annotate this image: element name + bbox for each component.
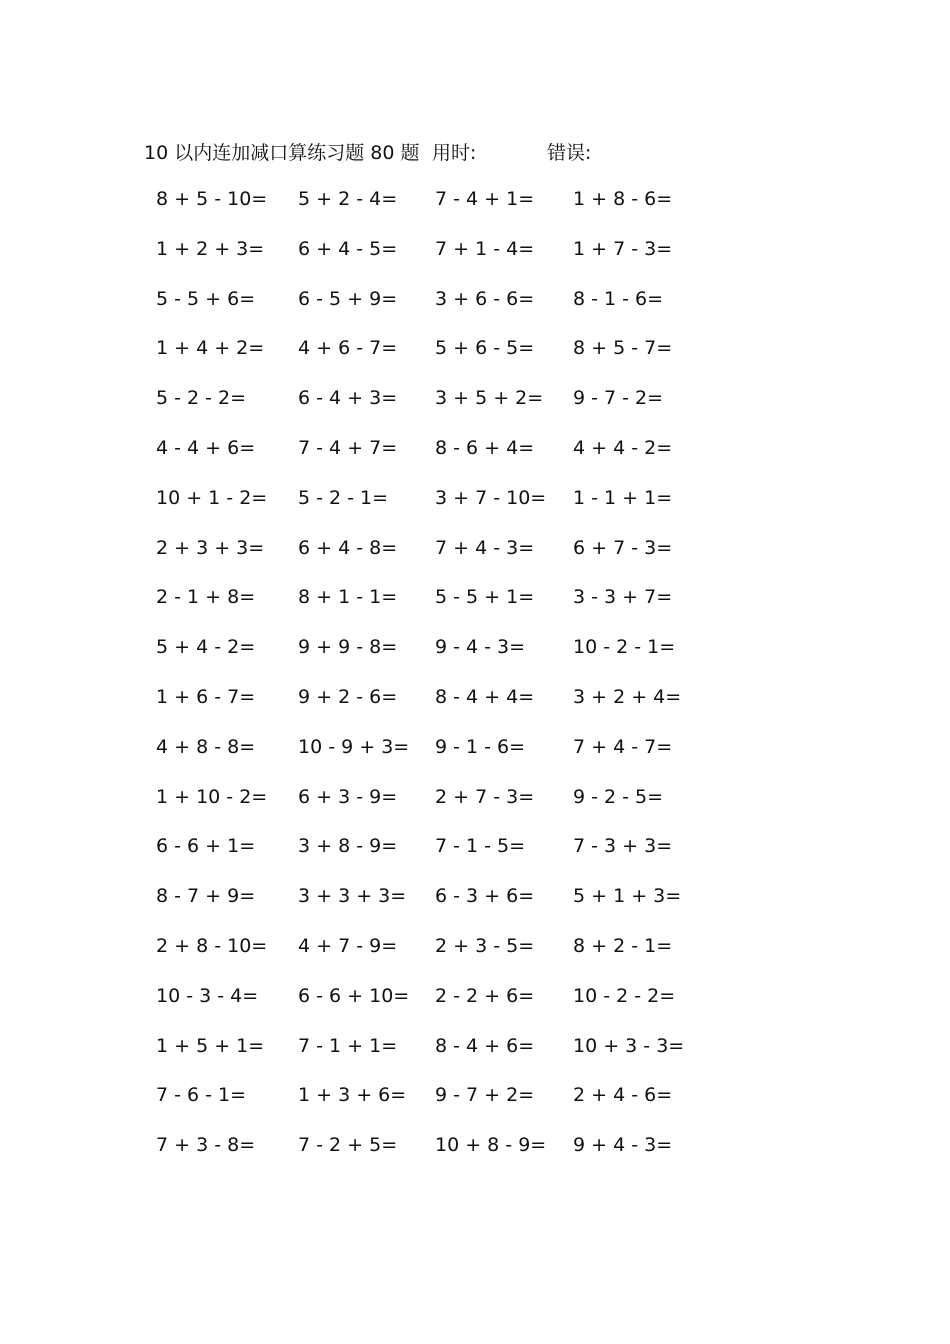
math-problem: 5 + 6 - 5= — [435, 337, 535, 359]
math-problem: 8 - 6 + 4= — [435, 437, 535, 459]
math-problem: 7 - 4 + 1= — [435, 188, 535, 210]
math-problem: 7 - 3 + 3= — [573, 835, 673, 857]
error-label: 错误: — [547, 142, 592, 164]
math-problem: 4 + 8 - 8= — [156, 736, 256, 758]
math-problem: 6 + 3 - 9= — [298, 786, 398, 808]
math-problem: 3 - 3 + 7= — [573, 586, 673, 608]
math-problem: 6 + 4 - 5= — [298, 238, 398, 260]
math-problem: 3 + 3 + 3= — [298, 885, 407, 907]
math-problem: 8 + 1 - 1= — [298, 586, 398, 608]
math-problem: 8 - 1 - 6= — [573, 288, 664, 310]
math-problem: 9 - 7 - 2= — [573, 387, 664, 409]
math-problem: 9 + 4 - 3= — [573, 1134, 673, 1156]
math-problem: 4 + 6 - 7= — [298, 337, 398, 359]
math-problem: 8 - 4 + 6= — [435, 1035, 535, 1057]
math-problem: 5 + 2 - 4= — [298, 188, 398, 210]
math-problem: 10 - 2 - 2= — [573, 985, 676, 1007]
math-problem: 5 - 2 - 2= — [156, 387, 247, 409]
math-problem: 9 - 4 - 3= — [435, 636, 526, 658]
math-problem: 5 + 4 - 2= — [156, 636, 256, 658]
math-problem: 4 - 4 + 6= — [156, 437, 256, 459]
math-problem: 2 + 3 + 3= — [156, 537, 265, 559]
math-problem: 1 + 5 + 1= — [156, 1035, 265, 1057]
math-problem: 6 - 3 + 6= — [435, 885, 535, 907]
math-problem: 7 + 1 - 4= — [435, 238, 535, 260]
math-problem: 8 + 5 - 7= — [573, 337, 673, 359]
math-problem: 9 - 1 - 6= — [435, 736, 526, 758]
math-problem: 5 - 5 + 1= — [435, 586, 535, 608]
math-problem: 7 - 1 + 1= — [298, 1035, 398, 1057]
math-problem: 1 + 7 - 3= — [573, 238, 673, 260]
math-problem: 1 + 6 - 7= — [156, 686, 256, 708]
math-problem: 6 - 6 + 1= — [156, 835, 256, 857]
math-problem: 3 + 5 + 2= — [435, 387, 544, 409]
math-problem: 10 - 3 - 4= — [156, 985, 259, 1007]
math-problem: 6 - 6 + 10= — [298, 985, 410, 1007]
time-label: 用时: — [432, 142, 477, 164]
math-problem: 5 - 5 + 6= — [156, 288, 256, 310]
math-problem: 1 + 10 - 2= — [156, 786, 268, 808]
math-problem: 10 + 1 - 2= — [156, 487, 268, 509]
math-problem: 6 + 7 - 3= — [573, 537, 673, 559]
math-problem: 1 + 8 - 6= — [573, 188, 673, 210]
math-problem: 8 - 4 + 4= — [435, 686, 535, 708]
math-problem: 3 + 7 - 10= — [435, 487, 547, 509]
math-problem: 3 + 8 - 9= — [298, 835, 398, 857]
math-problem: 2 + 7 - 3= — [435, 786, 535, 808]
math-problem: 7 - 1 - 5= — [435, 835, 526, 857]
math-problem: 7 - 6 - 1= — [156, 1084, 247, 1106]
math-problem: 5 - 2 - 1= — [298, 487, 389, 509]
math-problem: 10 + 8 - 9= — [435, 1134, 547, 1156]
math-problem: 7 - 4 + 7= — [298, 437, 398, 459]
math-problem: 6 + 4 - 8= — [298, 537, 398, 559]
math-problem: 7 + 4 - 3= — [435, 537, 535, 559]
math-problem: 2 + 4 - 6= — [573, 1084, 673, 1106]
math-problem: 3 + 2 + 4= — [573, 686, 682, 708]
math-problem: 6 - 5 + 9= — [298, 288, 398, 310]
math-problem: 2 + 3 - 5= — [435, 935, 535, 957]
math-problem: 9 - 2 - 5= — [573, 786, 664, 808]
math-problem: 8 - 7 + 9= — [156, 885, 256, 907]
math-problem: 1 + 3 + 6= — [298, 1084, 407, 1106]
math-problem: 4 + 7 - 9= — [298, 935, 398, 957]
math-problem: 9 + 9 - 8= — [298, 636, 398, 658]
math-problem: 7 - 2 + 5= — [298, 1134, 398, 1156]
math-problem: 2 - 1 + 8= — [156, 586, 256, 608]
math-problem: 8 + 5 - 10= — [156, 188, 268, 210]
math-problem: 10 - 2 - 1= — [573, 636, 676, 658]
math-problem: 2 + 8 - 10= — [156, 935, 268, 957]
math-problem: 7 + 3 - 8= — [156, 1134, 256, 1156]
math-problem: 8 + 2 - 1= — [573, 935, 673, 957]
math-problem: 5 + 1 + 3= — [573, 885, 682, 907]
worksheet-title: 10 以内连加减口算练习题 80 题 — [144, 142, 420, 164]
math-problem: 3 + 6 - 6= — [435, 288, 535, 310]
math-problem: 10 - 9 + 3= — [298, 736, 410, 758]
math-problem: 6 - 4 + 3= — [298, 387, 398, 409]
math-problem: 9 + 2 - 6= — [298, 686, 398, 708]
math-problem: 1 + 2 + 3= — [156, 238, 265, 260]
math-problem: 9 - 7 + 2= — [435, 1084, 535, 1106]
math-problem: 1 - 1 + 1= — [573, 487, 673, 509]
math-problem: 10 + 3 - 3= — [573, 1035, 685, 1057]
math-problem: 2 - 2 + 6= — [435, 985, 535, 1007]
math-problem: 4 + 4 - 2= — [573, 437, 673, 459]
math-problem: 1 + 4 + 2= — [156, 337, 265, 359]
math-problem: 7 + 4 - 7= — [573, 736, 673, 758]
